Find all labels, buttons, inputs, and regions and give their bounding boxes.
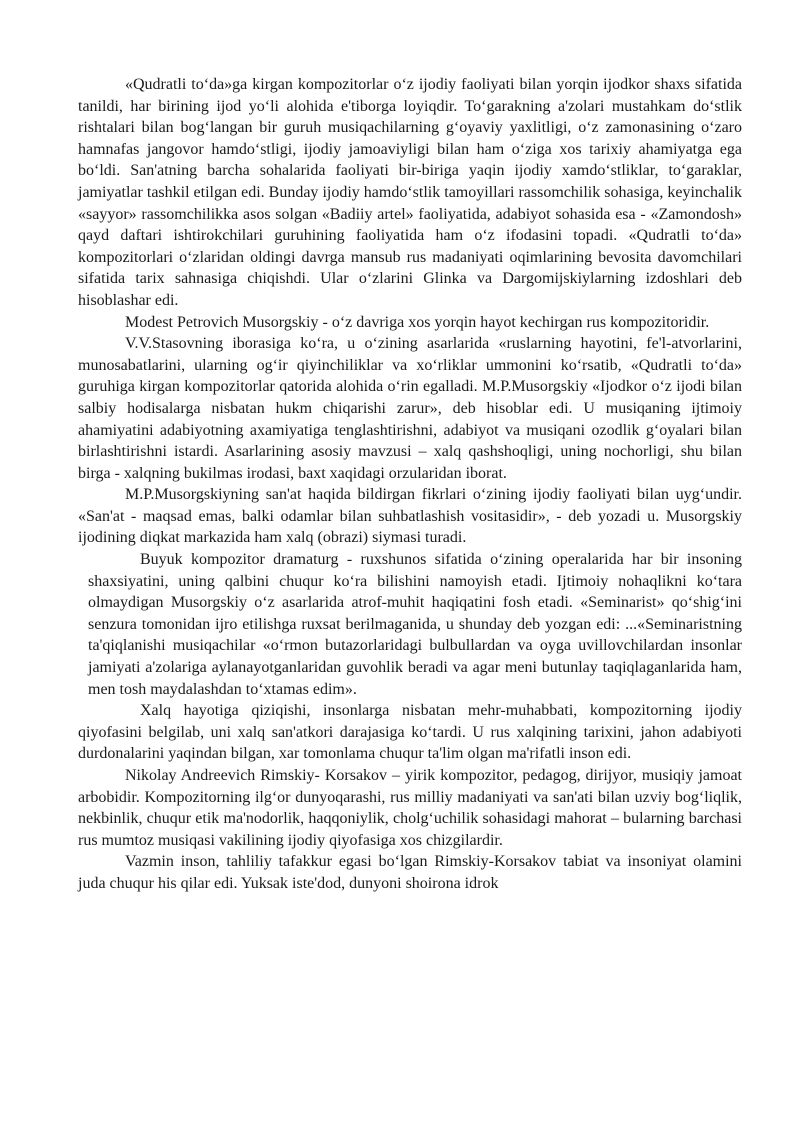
document-page xyxy=(78,74,742,895)
paragraph-dramaturg: Buyuk kompozitor dramaturg - ruxshunos sifatida o‘zining operalarida har bir insoning shaxsiyatini, uning qalbini chuqur ko‘ra bilishini namoyish etadi. Ijtimoiy nohaqlikni ko‘tara olmaydigan Musorgskiy o‘z asarlarida atrof-muhit haqiqatini fosh etadi. «Seminarist» qo‘shig‘ini senzura tomonidan ijro etilishga ruxsat berilmaganida, u shunday deb yozgan edi: ...«Seminaristning ta'qiqlanishi musiqachilar «o‘rmon butazorlaridagi bulbullardan va oyga uvillovchilardan insonlar jamiyati a'zolariga aylanayotganlaridan guvohlik beradi va agar meni butunlay taqiqlaganlarida ham, men tosh maydalashdan to‘xtamas edim». xyxy=(88,551,742,698)
paragraph-qudratli-toda: «Qudratli to‘da»ga kirgan kompozitorlar o‘z ijodiy faoliyati bilan yorqin ijodkor shaxs sifatida tanildi, har birining ijod yo‘li alohida e'tiborga loyiqdir. To‘garakning a'zolari mustahkam do‘stlik rishtalari bilan bog‘langan bir guruh musiqachilarning g‘oyaviy yaxlitligi, o‘z zamonasining o‘zaro hamnafas jangovor hamdo‘stligi, ijodiy jamoaviyligi bilan ham o‘ziga xos tarixiy ahamiyatga ega bo‘ldi. San'atning barcha sohalarida faoliyati bir-biriga yaqin ijodiy xamdo‘stliklar, to‘garaklar, jamiyatlar tashkil etilgan edi. Bunday ijodiy hamdo‘stlik tamoyillari rassomchilik sohasiga, keyinchalik «sayyor» rassomchilikka asos solgan «Badiiy artel» faoliyatida, adabiyot sohasida esa - «Zamondosh» qayd daftari ishtirokchilari guruhining faoliyatida ham o‘z ifodasini topadi. «Qudratli to‘da» kompozitorlari o‘zlaridan oldingi davrga mansub rus madaniyati oqimlarining bevosita davomchilari sifatida tarix sahnasiga chiqishdi. Ular o‘zlarini Glinka va Dargomijskiylarning izdoshlari deb hisoblashar edi. xyxy=(78,76,742,309)
paragraph-stasov-quote: V.V.Stasovning iborasiga ko‘ra, u o‘zining asarlarida «ruslarning hayotini, fe'l-atvorlarini, munosabatlarini, ularning og‘ir qiyinchiliklar va xo‘rliklar ummonini ko‘rsatib, «Qudratli to‘da» guruhiga kirgan kompozitorlar qatorida alohida o‘rin egalladi. M.P.Musorgskiy «Ijodkor o‘z ijodi bilan salbiy hodisalarga nisbatan hukm chiqarishi zarur», deb hisoblar edi. U musiqaning ijtimoiy ahamiyatini adabiyotning axamiyatiga tenglashtirishni, adabiyot va musiqani ozodlik g‘oyalari bilan birlashtirishni istardi. Asarlarining asosiy mavzusi – xalq qashshoqligi, uning nochorligi, shu bilan birga - xalqning bukilmas irodasi, baxt xaqidagi orzularidan iborat. xyxy=(78,335,742,482)
paragraph-rimskiy-korsakov: Nikolay Andreevich Rimskiy- Korsakov – yirik kompozitor, pedagog, dirijyor, musiqiy jamoat arbobidir. Kompozitorning ilg‘or dunyoqarashi, rus milliy madaniyati va san'ati bilan uzviy bog‘liqlik, nekbinlik, chuqur etik ma'nodorlik, haqqoniylik, cholg‘uchilik sohasidagi mahorat – bularning barchasi rus mumtoz musiqasi vakilining ijodiy qiyofasiga xos chizgilardir. xyxy=(78,767,742,849)
paragraph-musorgskiy-art: M.P.Musorgskiyning san'at haqida bildirgan fikrlari o‘zining ijodiy faoliyati bilan uyg‘undir. «San'at - maqsad emas, balki odamlar bilan suhbatlashish vositasidir», - deb yozadi u. Musorgskiy ijodining diqkat markazida ham xalq (obrazi) siymasi turadi. xyxy=(78,486,742,547)
paragraph-xalq-hayoti: Xalq hayotiga qiziqishi, insonlarga nisbatan mehr-muhabbati, kompozitorning ijodiy qiyofasini belgilab, uni xalq san'atkori darajasiga ko‘tardi. U rus xalqining tarixini, jahon adabiyoti durdonalarini yaqindan bilgan, xar tomonlama chuqur ta'lim olgan ma'rifatli inson edi. xyxy=(78,702,742,763)
paragraph-vazmin-inson: Vazmin inson, tahliliy tafakkur egasi bo‘lgan Rimskiy-Korsakov tabiat va insoniyat olamini juda chuqur his qilar edi. Yuksak iste'dod, dunyoni shoirona idrok xyxy=(78,853,742,892)
paragraph-musorgskiy-intro: Modest Petrovich Musorgskiy - o‘z davriga xos yorqin hayot kechirgan rus kompozitoridir. xyxy=(125,313,710,331)
